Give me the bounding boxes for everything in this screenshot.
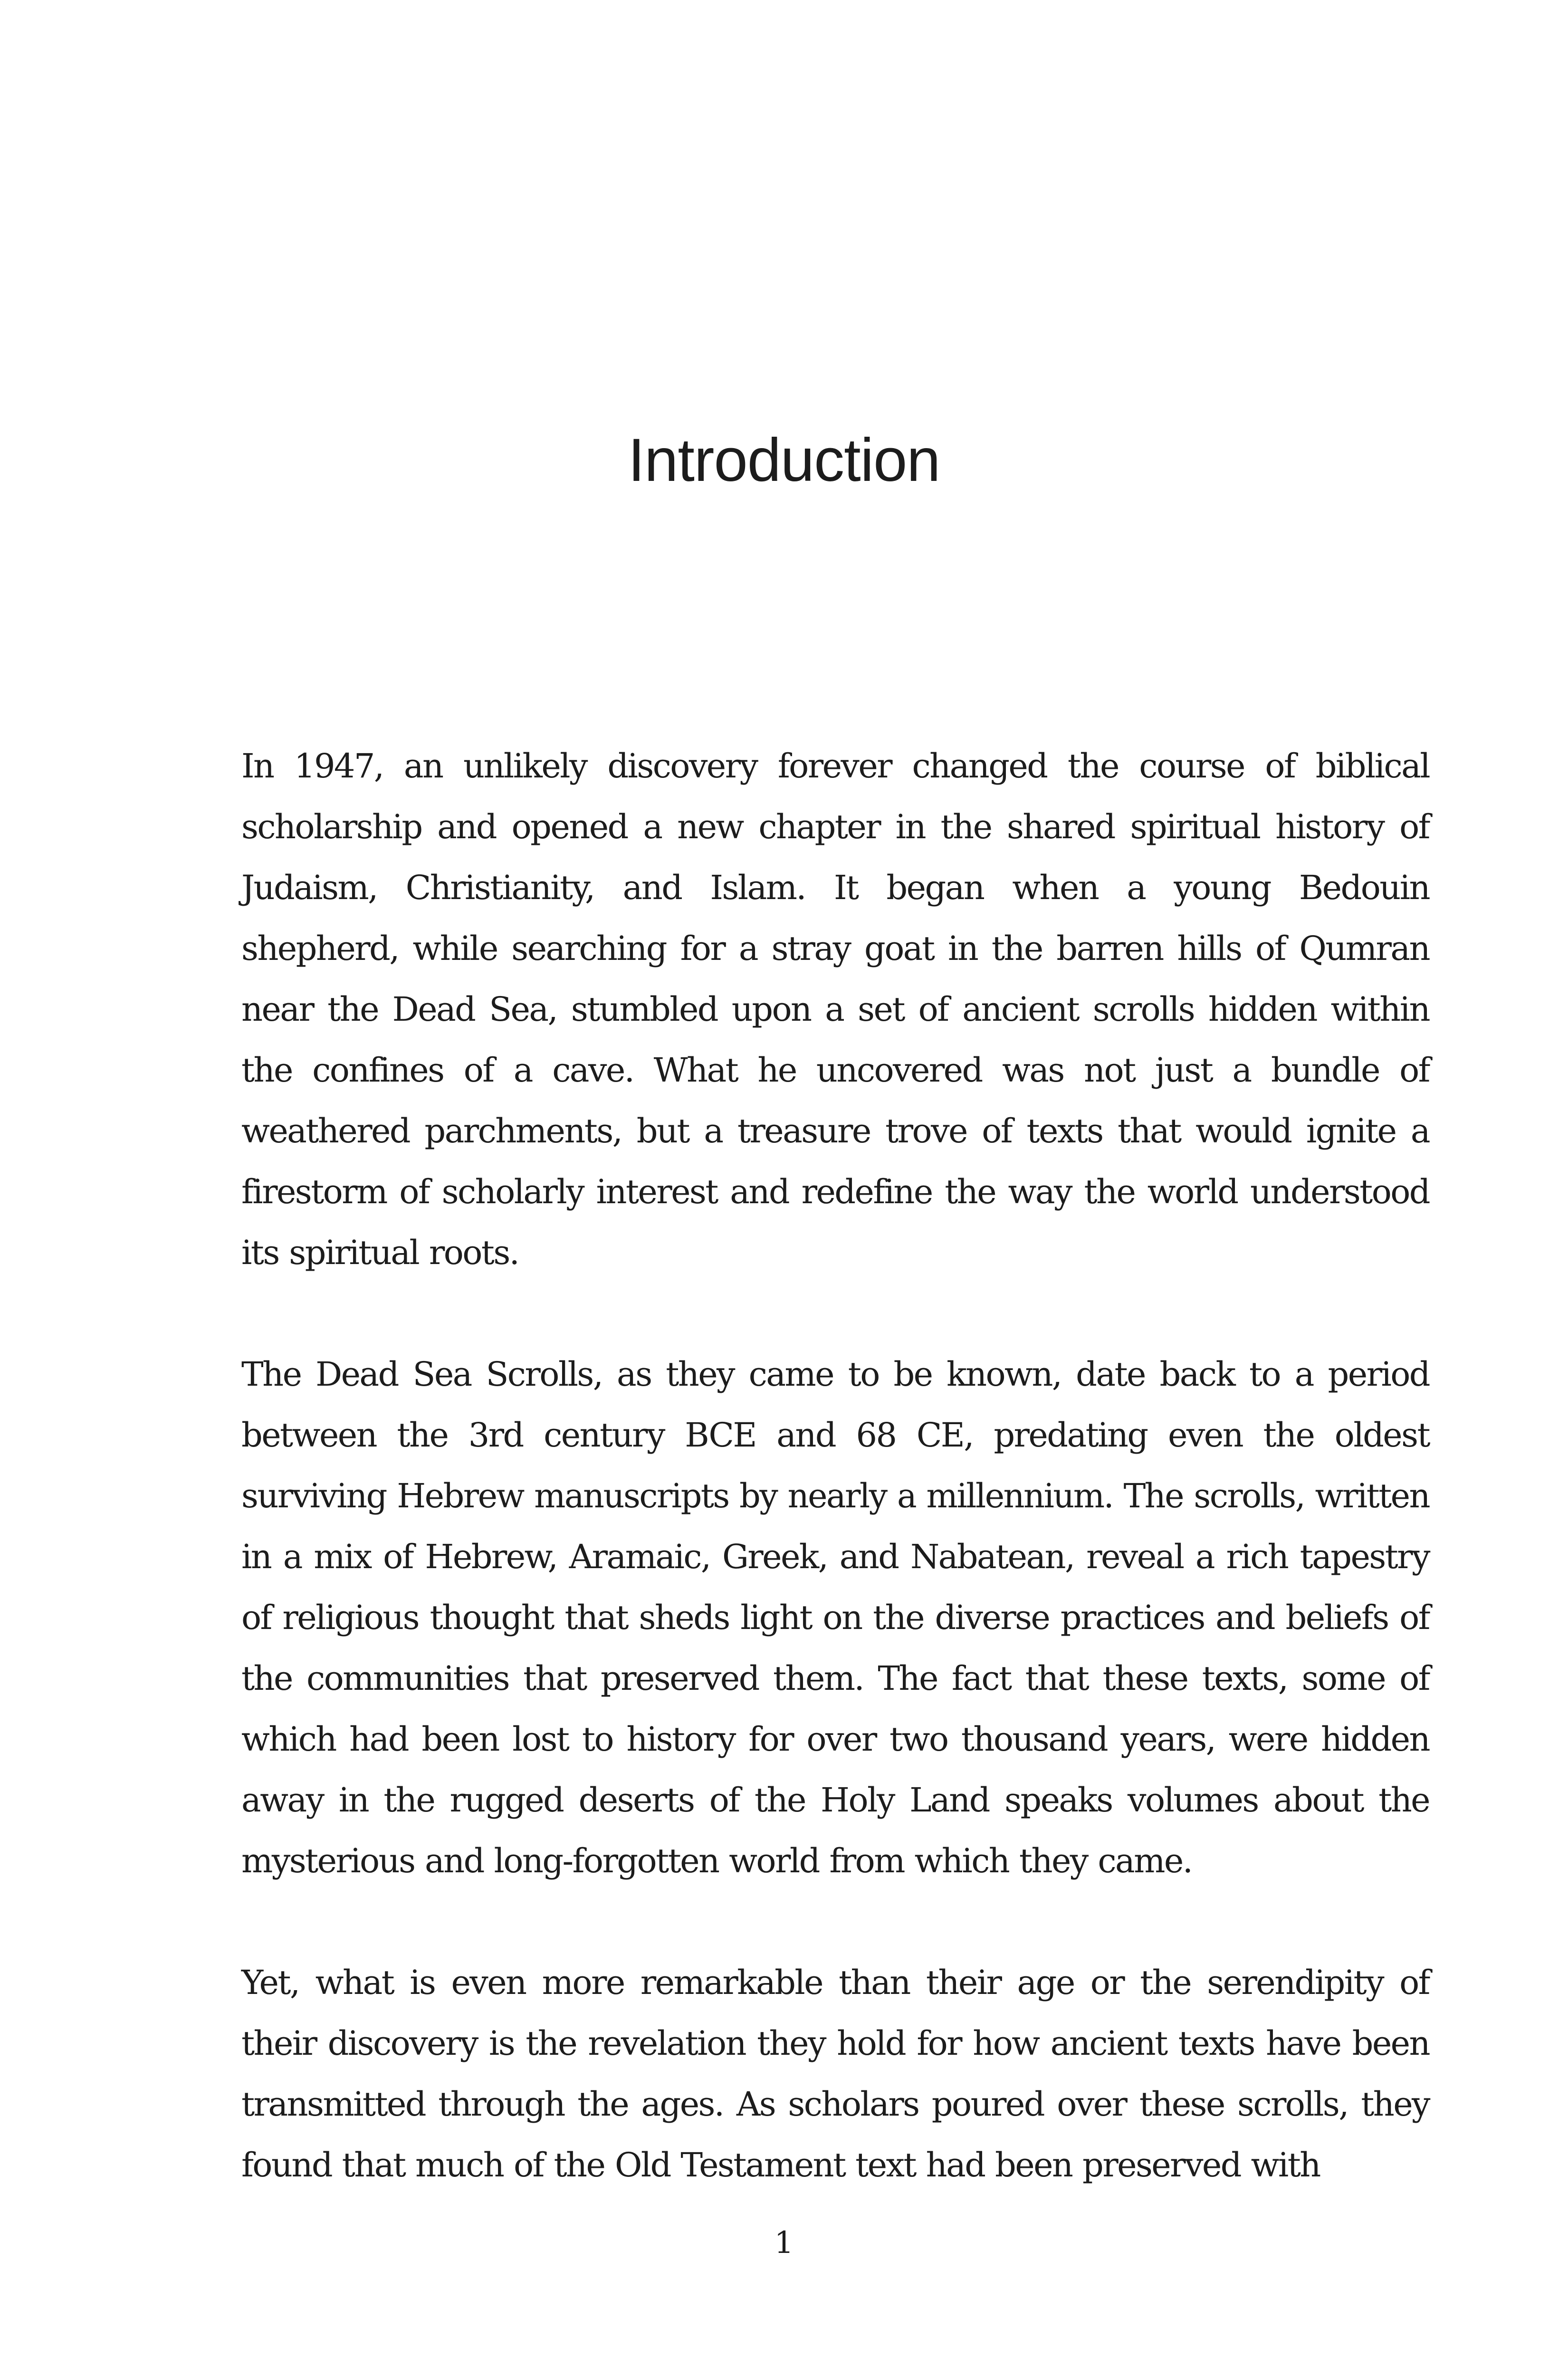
- page-number: 1: [774, 2225, 794, 2261]
- paragraph-3: Yet, what is even more remarkable than their age or the serendipity of their discovery is the revelation they hold for how ancient texts have been transmitted through the ages. As scholars poured over these scrolls, they found that much of the Old Testament text had been preserved with: [241, 1963, 1429, 2184]
- chapter-title: Introduction: [628, 426, 940, 494]
- paragraph-2: The Dead Sea Scrolls, as they came to be known, date back to a period between the 3rd century BCE and 68 CE, predating even the oldest surviving Hebrew manuscripts by nearly a millennium. The scrolls, written in a mix of Hebrew, Aramaic, Greek, and Nabatean, reveal a rich tapestry of religious thought that sheds light on the diverse practices and beliefs of the communities that preserved them. The fact that these texts, some of which had been lost to history for over two thousand years, were hidden away in the rugged deserts of the Holy Land speaks volumes about the mysterious and long-forgotten world from which they came.: [241, 1355, 1429, 1880]
- paragraph-1: In 1947, an unlikely discovery forever changed the course of biblical scholarship and opened a new chapter in the shared spiritual history of Judaism, Christianity, and Islam. It began when a young Bedouin shepherd, while searching for a stray goat in the barren hills of Qumran near the Dead Sea, stumbled upon a set of ancient scrolls hidden within the confines of a cave. What he uncovered was not just a bundle of weathered parchments, but a treasure trove of texts that would ignite a firestorm of scholarly interest and redefine the way the world understood its spiritual roots.: [241, 747, 1429, 1272]
- body-text: [241, 736, 1429, 2195]
